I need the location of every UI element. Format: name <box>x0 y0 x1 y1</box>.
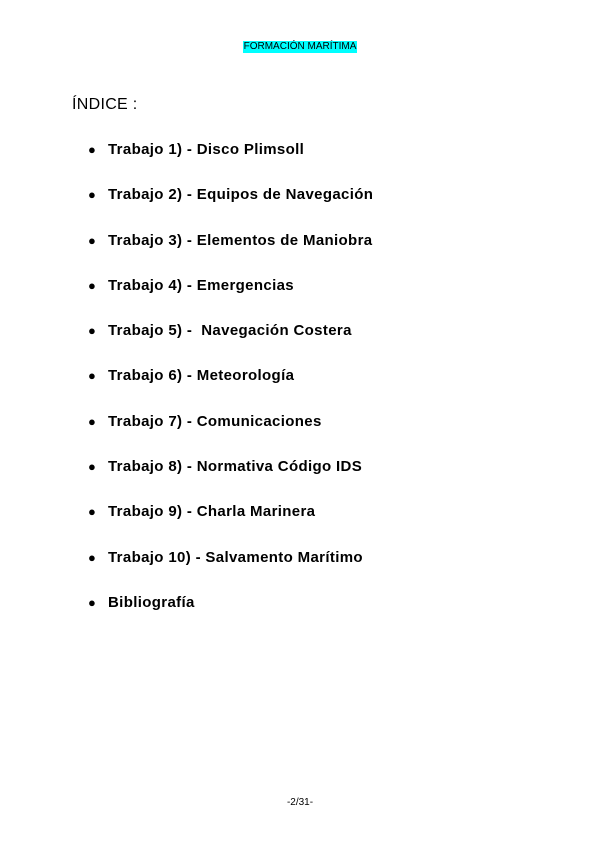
toc-item-label: Trabajo 9) - Charla Marinera <box>108 503 316 521</box>
page-number: -2/31- <box>286 797 314 808</box>
bullet-icon: ● <box>88 413 97 429</box>
toc-item <box>88 276 373 321</box>
bullet-icon: ● <box>88 504 97 520</box>
bullet-icon: ● <box>88 368 97 384</box>
toc-item <box>88 548 373 593</box>
table-of-contents <box>88 140 373 638</box>
toc-item <box>88 502 373 547</box>
page-header <box>0 36 600 54</box>
bullet-icon: ● <box>88 594 97 610</box>
toc-item <box>88 457 373 502</box>
toc-item <box>88 593 373 638</box>
toc-item-label: Trabajo 3) - Elementos de Maniobra <box>108 231 373 249</box>
toc-item-label: Trabajo 2) - Equipos de Navegación <box>108 186 374 204</box>
toc-item-label: Trabajo 8) - Normativa Código IDS <box>108 458 363 476</box>
toc-item <box>88 366 373 411</box>
index-heading: ÍNDICE : <box>72 96 138 113</box>
toc-item <box>88 231 373 276</box>
bullet-icon: ● <box>88 549 97 565</box>
toc-item-label: Trabajo 5) - Navegación Costera <box>108 322 352 340</box>
bullet-icon: ● <box>88 459 97 475</box>
toc-item-label: Trabajo 4) - Emergencias <box>108 276 294 294</box>
toc-item <box>88 140 373 185</box>
toc-item-label: Bibliografía <box>108 593 195 611</box>
toc-item-label: Trabajo 10) - Salvamento Marítimo <box>108 548 363 566</box>
toc-item-label: Trabajo 1) - Disco Plimsoll <box>108 141 305 158</box>
bullet-icon: ● <box>88 187 97 203</box>
toc-item-label: Trabajo 7) - Comunicaciones <box>108 412 322 430</box>
toc-item <box>88 412 373 457</box>
header-title: FORMACIÓN MARÍTIMA <box>243 41 357 52</box>
bullet-icon: ● <box>88 142 97 157</box>
toc-item-label: Trabajo 6) - Meteorología <box>108 367 295 385</box>
toc-item <box>88 185 373 230</box>
bullet-icon: ● <box>88 277 97 293</box>
toc-item <box>88 321 373 366</box>
bullet-icon: ● <box>88 232 97 248</box>
bullet-icon: ● <box>88 323 97 339</box>
